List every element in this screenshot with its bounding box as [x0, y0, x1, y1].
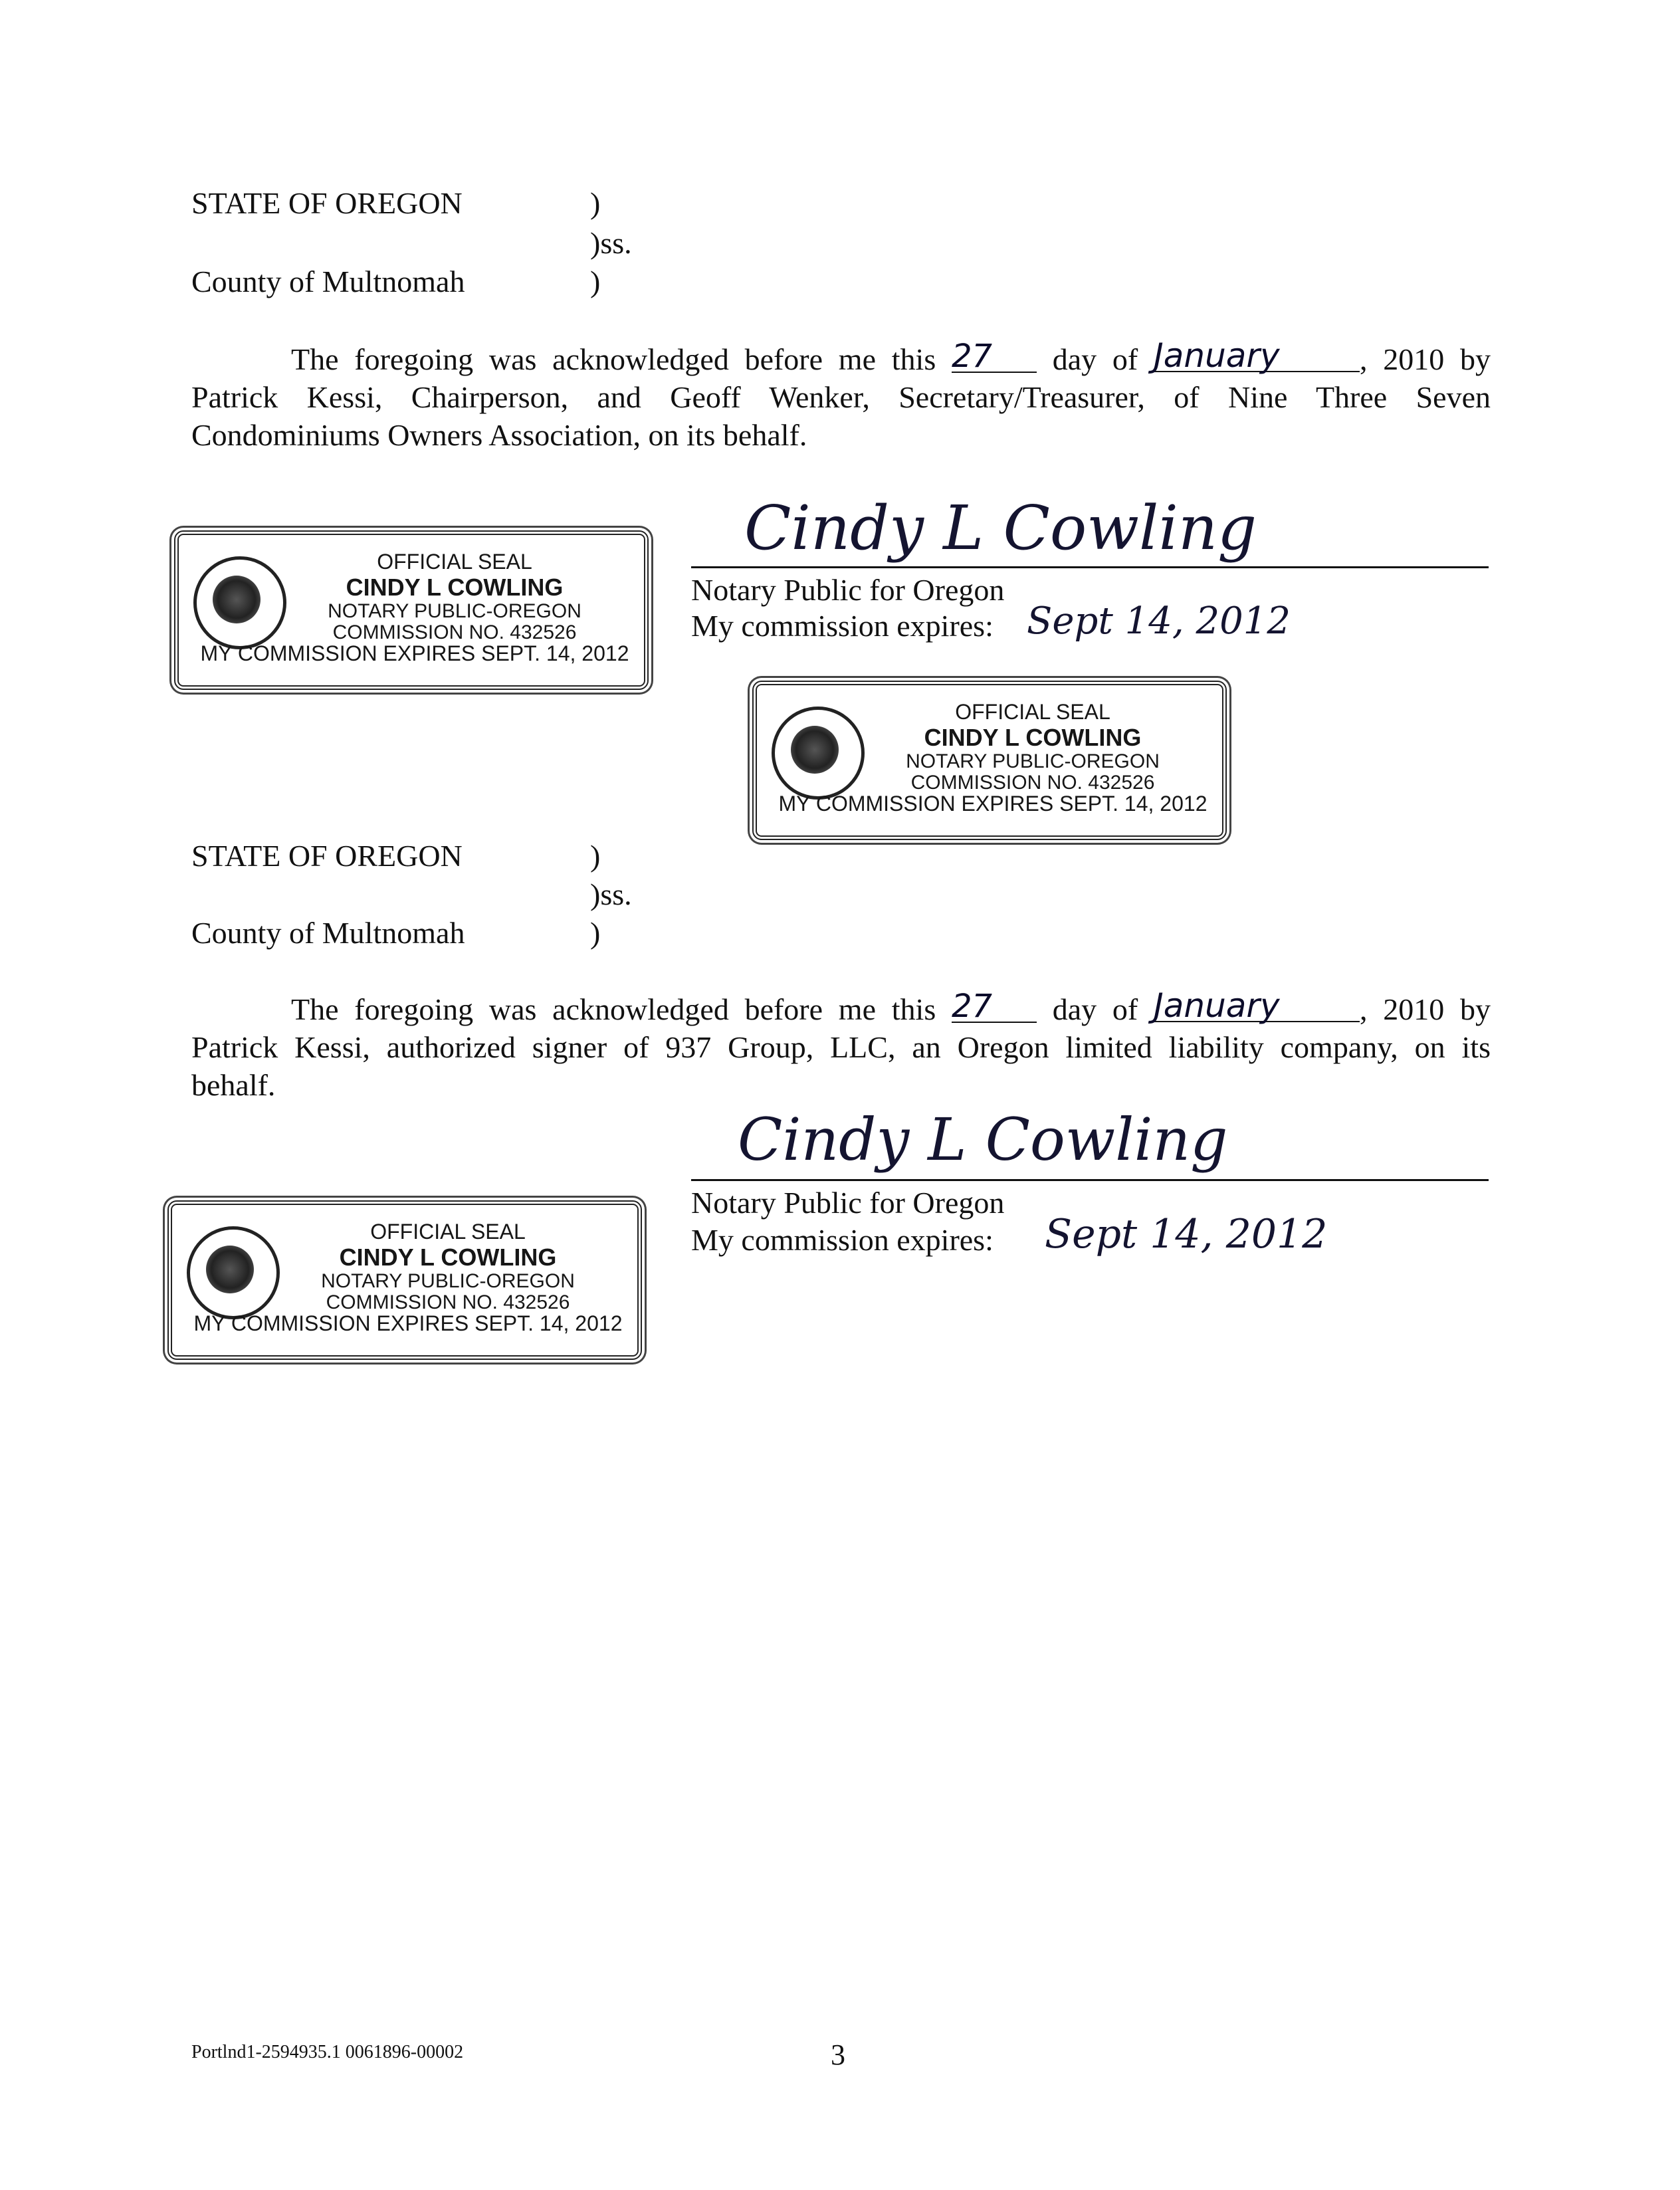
- venue-ss-1: )ss.: [590, 226, 632, 260]
- month-blank: January: [1154, 340, 1360, 372]
- document-id-footer: Portlnd1-2594935.1 0061896-00002: [191, 2042, 464, 2062]
- signature-line: [691, 566, 1489, 568]
- day-blank: 27: [952, 991, 1037, 1023]
- state-seal-emblem: [772, 707, 865, 800]
- commission-expires-label: My commission expires:: [691, 1223, 994, 1257]
- acknowledgment-paragraph-1: [191, 336, 1491, 454]
- venue-paren-2b: ): [590, 916, 601, 950]
- ack-line-3: behalf.: [191, 1068, 276, 1102]
- page-number: 3: [831, 2038, 845, 2071]
- ack-line-1: The foregoing was acknowledged before me this 27 day of January , 2010 by: [291, 986, 1491, 1026]
- signature-line: [691, 1179, 1489, 1181]
- ack-line-2: Patrick Kessi, Chairperson, and Geoff Wenker, Secretary/Treasurer, of Nine Three Seven: [191, 380, 1491, 414]
- month-blank: January: [1154, 990, 1360, 1022]
- acknowledgment-paragraph-2: [191, 986, 1491, 1104]
- venue-paren-1b: ): [590, 265, 601, 298]
- notary-signature: Cindy L Cowling: [744, 493, 1257, 564]
- notary-signature: Cindy L Cowling: [738, 1105, 1228, 1174]
- state-seal-emblem: [193, 556, 286, 649]
- state-seal-emblem: [187, 1226, 280, 1319]
- day-blank: 27: [952, 341, 1037, 373]
- ack-line-1: The foregoing was acknowledged before me this 27 day of January , 2010 by: [291, 336, 1491, 376]
- notary-public-label: Notary Public for Oregon: [691, 573, 1005, 607]
- ack-line-2: Patrick Kessi, authorized signer of 937 Group, LLC, an Oregon limited liability company, on its: [191, 1030, 1491, 1064]
- state-heading-2: STATE OF OREGON: [191, 839, 463, 873]
- ack-line-3: Condominiums Owners Association, on its behalf.: [191, 418, 807, 452]
- commission-expiry-date: Sept 14, 2012: [1027, 600, 1291, 643]
- notary-seal: OFFICIAL SEAL CINDY L COWLING NOTARY PUBLIC-OREGON COMMISSION NO. 432526 MY COMMISSION EXPIRES SEPT. 14, 2012: [174, 530, 649, 690]
- notary-seal: OFFICIAL SEAL CINDY L COWLING NOTARY PUBLIC-OREGON COMMISSION NO. 432526 MY COMMISSION EXPIRES SEPT. 14, 2012: [752, 681, 1227, 840]
- notary-public-label: Notary Public for Oregon: [691, 1186, 1005, 1220]
- county-heading-2: County of Multnomah: [191, 916, 465, 950]
- commission-expires-label: My commission expires:: [691, 609, 994, 643]
- venue-paren-2a: ): [590, 839, 601, 873]
- venue-ss-2: )ss.: [590, 877, 632, 911]
- county-heading-1: County of Multnomah: [191, 265, 465, 298]
- notary-seal: OFFICIAL SEAL CINDY L COWLING NOTARY PUBLIC-OREGON COMMISSION NO. 432526 MY COMMISSION EXPIRES SEPT. 14, 2012: [167, 1200, 642, 1360]
- venue-paren-1a: ): [590, 186, 601, 220]
- commission-expiry-date: Sept 14, 2012: [1045, 1211, 1328, 1258]
- state-heading-1: STATE OF OREGON: [191, 186, 463, 220]
